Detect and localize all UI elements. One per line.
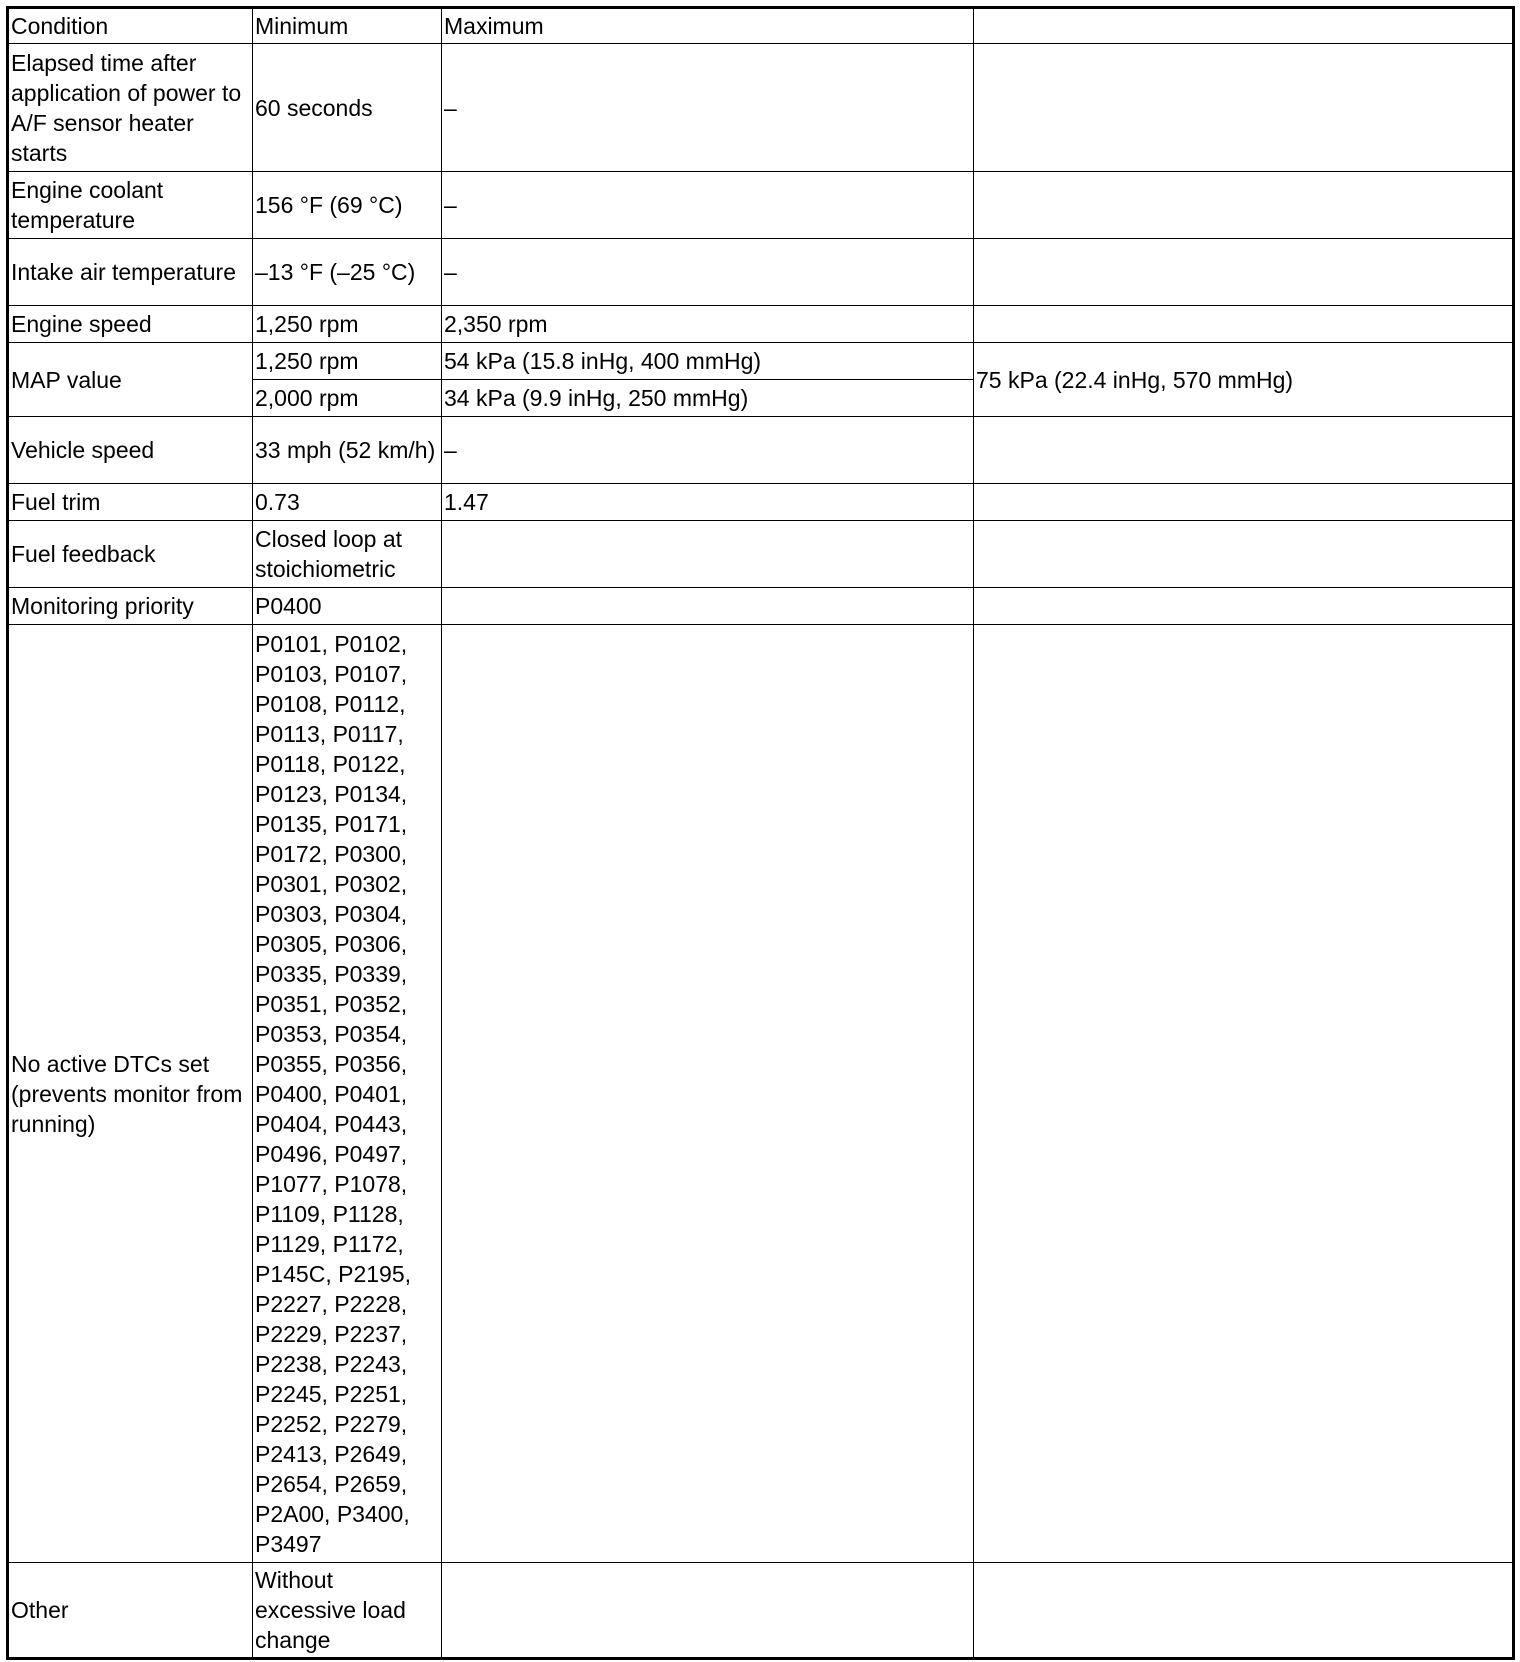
condition-cell: Fuel trim — [8, 484, 253, 521]
table-row — [8, 625, 1514, 1563]
table-row — [8, 521, 1514, 588]
minimum-cell: P0400 — [253, 588, 442, 625]
condition-cell: Intake air temperature — [8, 239, 253, 306]
header-minimum: Minimum — [253, 8, 442, 44]
extra-cell — [974, 588, 1514, 625]
maximum-cell: – — [442, 44, 974, 172]
table-row — [8, 1563, 1514, 1659]
maximum-cell — [442, 588, 974, 625]
minimum-cell: 1,250 rpm — [253, 343, 442, 380]
condition-cell: Engine coolant temperature — [8, 172, 253, 239]
minimum-cell: 1,250 rpm — [253, 306, 442, 343]
maximum-cell: 2,350 rpm — [442, 306, 974, 343]
minimum-cell: 0.73 — [253, 484, 442, 521]
table-row — [8, 239, 1514, 306]
condition-cell: No active DTCs set (prevents monitor from running) — [8, 625, 253, 1563]
condition-cell: Fuel feedback — [8, 521, 253, 588]
extra-cell — [974, 484, 1514, 521]
minimum-cell: 156 °F (69 °C) — [253, 172, 442, 239]
table-row — [8, 44, 1514, 172]
extra-cell — [974, 44, 1514, 172]
table-row — [8, 172, 1514, 239]
table-row — [8, 588, 1514, 625]
extra-cell — [974, 625, 1514, 1563]
table-row — [8, 484, 1514, 521]
maximum-cell — [442, 1563, 974, 1659]
minimum-cell: 60 seconds — [253, 44, 442, 172]
maximum-cell: – — [442, 172, 974, 239]
header-maximum: Maximum — [442, 8, 974, 44]
table-row — [8, 343, 1514, 380]
table-row — [8, 417, 1514, 484]
maximum-cell: 1.47 — [442, 484, 974, 521]
maximum-cell: 34 kPa (9.9 inHg, 250 mmHg) — [442, 380, 974, 417]
maximum-cell: 54 kPa (15.8 inHg, 400 mmHg) — [442, 343, 974, 380]
minimum-cell: Without excessive load change — [253, 1563, 442, 1659]
table-row — [8, 306, 1514, 343]
condition-cell: Elapsed time after application of power to A/F sensor heater starts — [8, 44, 253, 172]
minimum-cell: P0101, P0102, P0103, P0107, P0108, P0112, P0113, P0117, P0118, P0122, P0123, P0134, P0135, P0171, P0172, P0300, P0301, P0302, P0303, P0304, P0305, P0306, P0335, P0339, P0351, P0352, P0353, P0354, P0355, P0356, P0400, P0401, P0404, P0443, P0496, P0497, P1077, P1078, P1109, P1128, P1129, P1172, P145C, P2195, P2227, P2228, P2229, P2237, P2238, P2243, P2245, P2251, P2252, P2279, P2413, P2649, P2654, P2659, P2A00, P3400, P3497 — [253, 625, 442, 1563]
maximum-cell: – — [442, 239, 974, 306]
conditions-table — [6, 6, 1515, 1660]
condition-cell: Engine speed — [8, 306, 253, 343]
condition-cell: Vehicle speed — [8, 417, 253, 484]
maximum-cell — [442, 625, 974, 1563]
minimum-cell: Closed loop at stoichiometric — [253, 521, 442, 588]
header-row — [8, 8, 1514, 44]
maximum-cell — [442, 521, 974, 588]
minimum-cell: 33 mph (52 km/h) — [253, 417, 442, 484]
condition-cell: Monitoring priority — [8, 588, 253, 625]
header-condition: Condition — [8, 8, 253, 44]
extra-cell: 75 kPa (22.4 inHg, 570 mmHg) — [974, 343, 1514, 417]
extra-cell — [974, 1563, 1514, 1659]
condition-cell: Other — [8, 1563, 253, 1659]
condition-cell: MAP value — [8, 343, 253, 417]
header-blank — [974, 8, 1514, 44]
minimum-cell: –13 °F (–25 °C) — [253, 239, 442, 306]
minimum-cell: 2,000 rpm — [253, 380, 442, 417]
extra-cell — [974, 417, 1514, 484]
extra-cell — [974, 239, 1514, 306]
extra-cell — [974, 521, 1514, 588]
extra-cell — [974, 306, 1514, 343]
maximum-cell: – — [442, 417, 974, 484]
extra-cell — [974, 172, 1514, 239]
